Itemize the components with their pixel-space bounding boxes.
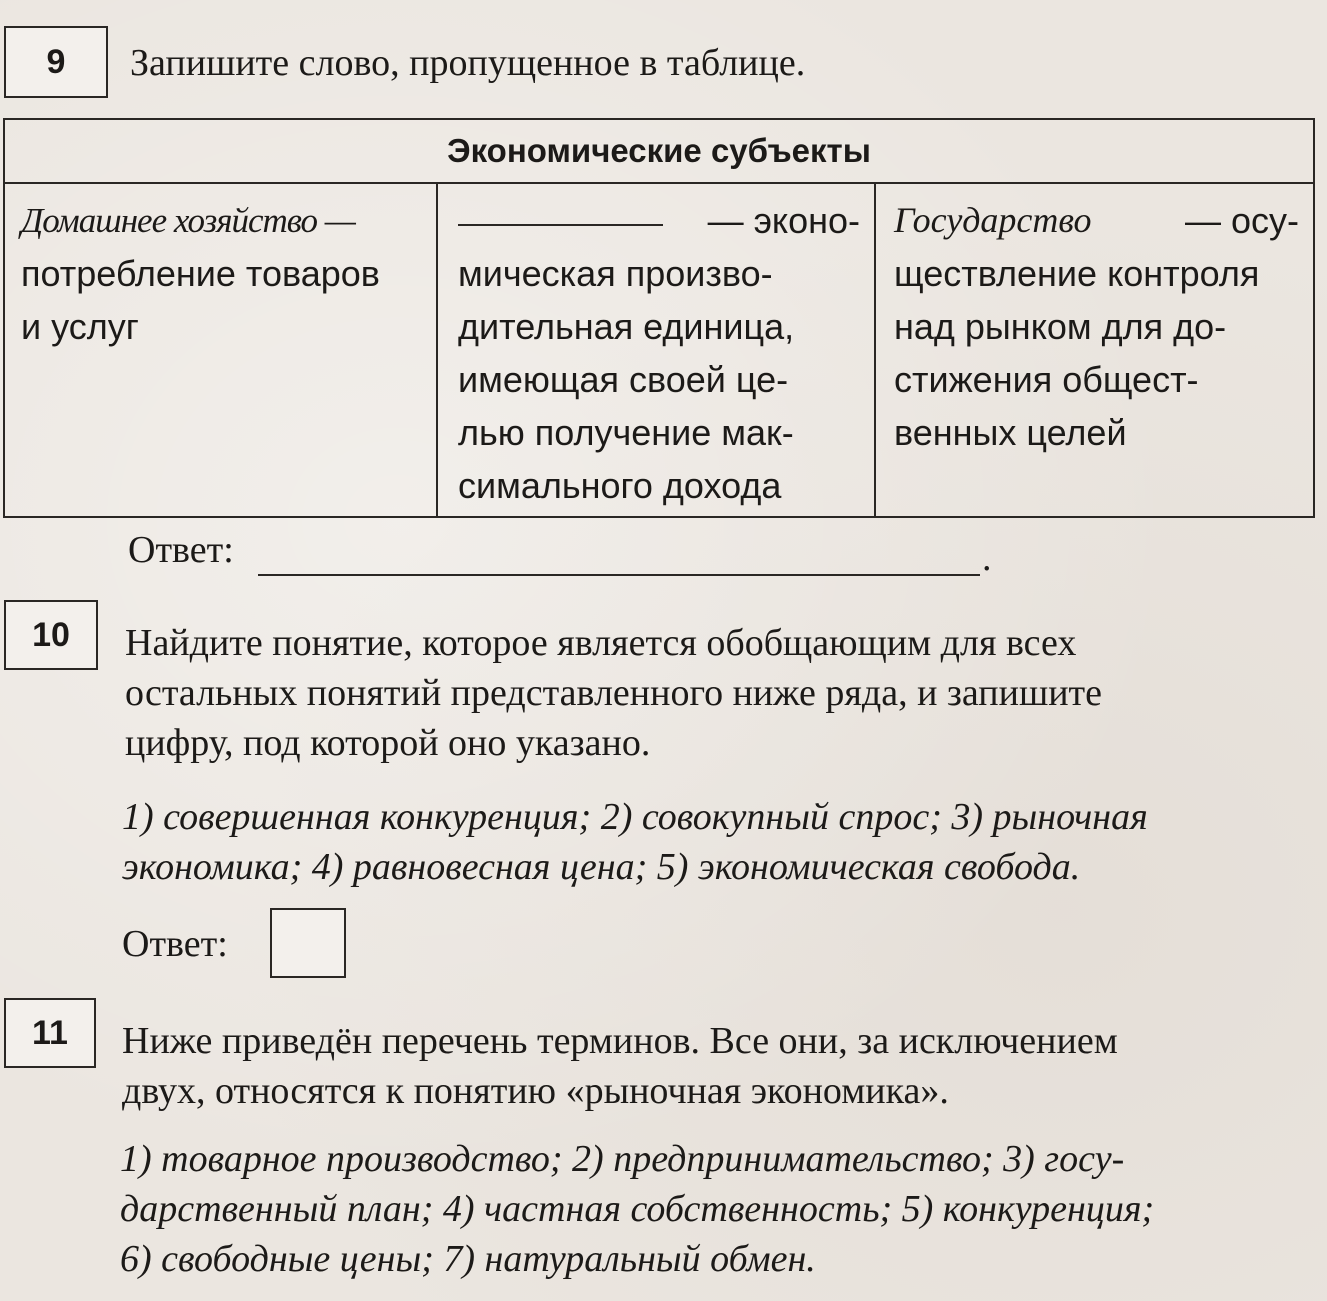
household-line-2: и услуг bbox=[21, 306, 139, 347]
missing-dash-text: — эконо- bbox=[707, 200, 860, 241]
state-line-1: ществление контроля bbox=[894, 253, 1260, 294]
question-10-prompt-line-1: Найдите понятие, которое является обобщающим для всех bbox=[125, 622, 1077, 664]
question-11-options bbox=[120, 1134, 1305, 1284]
question-9-prompt: Запишите слово, пропущенное в таблице. bbox=[130, 42, 806, 84]
question-10-number: 10 bbox=[4, 600, 98, 670]
question-10-answer-box[interactable] bbox=[270, 908, 346, 978]
state-after-term: — осу- bbox=[1185, 200, 1300, 241]
household-term: Домашнее хозяйство — bbox=[21, 201, 355, 240]
question-11-prompt bbox=[122, 1016, 1305, 1116]
state-line-4: венных целей bbox=[894, 412, 1127, 453]
state-line-3: стижения общест- bbox=[894, 359, 1199, 400]
question-11-options-line-1: 1) товарное производство; 2) предпринимательство; 3) госу- bbox=[120, 1138, 1125, 1180]
question-9-number: 9 bbox=[4, 26, 108, 98]
table-cell-household bbox=[4, 183, 437, 517]
question-10-answer-label: Ответ: bbox=[122, 923, 228, 965]
table-header: Экономические субъекты bbox=[4, 119, 1314, 183]
missing-line-1: мическая произво- bbox=[458, 253, 773, 294]
question-9-answer-label: Ответ: bbox=[128, 529, 234, 571]
question-10-options-line-1: 1) совершенная конкуренция; 2) совокупный спрос; 3) рыночная bbox=[122, 796, 1148, 838]
question-11-options-line-3: 6) свободные цены; 7) натуральный обмен. bbox=[120, 1238, 816, 1280]
question-11-number: 11 bbox=[4, 998, 96, 1068]
question-11-prompt-line-1: Ниже приведён перечень терминов. Все они, за исключением bbox=[122, 1020, 1118, 1062]
question-10-prompt-line-3: цифру, под которой оно указано. bbox=[125, 722, 651, 764]
missing-line-2: дительная единица, bbox=[458, 306, 795, 347]
household-line-1: потребление товаров bbox=[21, 253, 380, 294]
question-10-options-line-2: экономика; 4) равновесная цена; 5) экономическая свобода. bbox=[122, 846, 1081, 888]
table-cell-state bbox=[875, 183, 1314, 517]
economic-subjects-table bbox=[3, 118, 1315, 518]
question-10-prompt bbox=[125, 618, 1307, 768]
question-11-options-line-2: дарственный план; 4) частная собственность; 5) конкуренция; bbox=[120, 1188, 1155, 1230]
missing-line-5: симального дохода bbox=[458, 465, 782, 506]
state-line-2: над рынком для до- bbox=[894, 306, 1227, 347]
question-9-answer-field[interactable] bbox=[258, 538, 980, 576]
state-term: Государство bbox=[894, 200, 1092, 240]
table-cell-missing bbox=[437, 183, 875, 517]
missing-line-3: имеющая своей це- bbox=[458, 359, 789, 400]
question-11-prompt-line-2: двух, относятся к понятию «рыночная экономика». bbox=[122, 1070, 949, 1112]
question-9-answer-period: . bbox=[982, 537, 992, 579]
missing-word-blank bbox=[458, 194, 663, 226]
question-10-options bbox=[122, 792, 1307, 892]
question-10-prompt-line-2: остальных понятий представленного ниже ряда, и запишите bbox=[125, 672, 1103, 714]
missing-line-4: лью получение мак- bbox=[458, 412, 794, 453]
